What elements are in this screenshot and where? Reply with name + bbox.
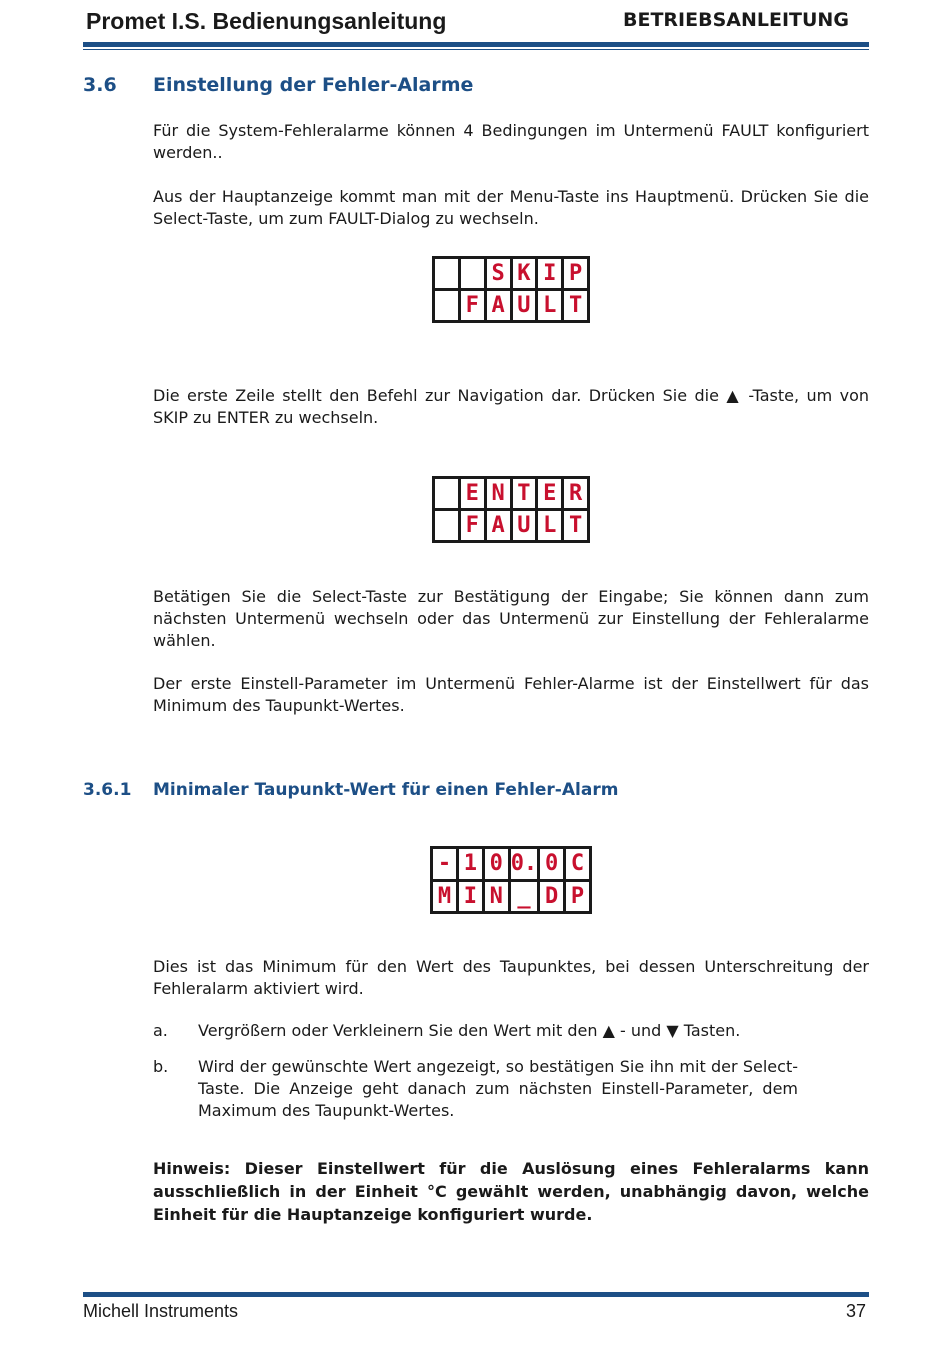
lcd-cell: P — [566, 882, 589, 912]
list-marker-b: b. — [153, 1057, 169, 1076]
lcd-cell — [435, 479, 458, 508]
lcd-cell — [435, 259, 458, 288]
lcd-cell: 0. — [511, 849, 538, 879]
note-hinweis: Hinweis: Dieser Einstellwert für die Auslösung eines Fehleralarms kann ausschließlich in der Einheit °C gewählt werden, unabhängig davon, welche Einheit für die Hauptanzeige konfiguriert wurde. — [153, 1159, 869, 1224]
footer-company: Michell Instruments — [83, 1301, 239, 1321]
lcd-cell: - — [433, 849, 456, 879]
lcd-cell: A — [487, 511, 510, 540]
paragraph-menu: Aus der Hauptanzeige kommt man mit der Menu-Taste ins Hauptmenü. Drücken Sie die Select-Taste, um zum FAULT-Dialog zu wechseln. — [153, 187, 869, 228]
lcd-cell: N — [485, 882, 508, 912]
lcd-display-min-dp — [430, 846, 592, 914]
list-item-a: Vergrößern oder Verkleinern Sie den Wert mit den ▲ - und ▼ Tasten. — [198, 1021, 741, 1040]
paragraph-confirm: Betätigen Sie die Select-Taste zur Bestätigung der Eingabe; Sie können dann zum nächsten Untermenü wechseln oder das Untermenü zur Einstellung der Fehleralarme wählen. — [153, 587, 869, 650]
section-title: Einstellung der Fehler-Alarme — [153, 74, 474, 96]
footer-rule — [83, 1292, 869, 1297]
paragraph-minimum: Dies ist das Minimum für den Wert des Taupunktes, bei dessen Unterschreitung der Fehleralarm aktiviert wird. — [153, 957, 869, 998]
lcd-cell: P — [564, 259, 587, 288]
lcd-cell: N — [487, 479, 510, 508]
lcd-cell — [435, 511, 458, 540]
paragraph-intro: Für die System-Fehleralarme können 4 Bedingungen im Untermenü FAULT konfiguriert werden.. — [153, 121, 869, 162]
lcd-cell: S — [487, 259, 510, 288]
header-rule-thin — [83, 49, 869, 50]
list-item-b: Wird der gewünschte Wert angezeigt, so bestätigen Sie ihn mit der Select-Taste. Die Anzeige geht danach zum nächsten Einstell-Parameter, dem Maximum des Taupunkt-Wertes. — [198, 1057, 798, 1120]
lcd-display-skip-fault — [432, 256, 590, 323]
section-number: 3.6 — [83, 74, 117, 96]
lcd-cell: T — [564, 291, 587, 320]
lcd-cell: T — [513, 479, 536, 508]
lcd-cell: C — [566, 849, 589, 879]
lcd-cell: F — [461, 511, 484, 540]
lcd-cell: L — [538, 291, 561, 320]
paragraph-navigation: Die erste Zeile stellt den Befehl zur Navigation dar. Drücken Sie die ▲ -Taste, um von SKIP zu ENTER zu wechseln. — [153, 386, 869, 427]
lcd-cell: A — [487, 291, 510, 320]
lcd-cell: U — [513, 291, 536, 320]
header-rule-thick — [83, 42, 869, 47]
list-marker-a: a. — [153, 1021, 168, 1040]
lcd-cell: _ — [511, 882, 538, 912]
lcd-cell: L — [538, 511, 561, 540]
lcd-cell: U — [513, 511, 536, 540]
lcd-cell: 0 — [485, 849, 508, 879]
lcd-cell: E — [538, 479, 561, 508]
section-label: BETRIEBSANLEITUNG — [623, 9, 849, 31]
document-title: Promet I.S. Bedienungsanleitung — [86, 8, 447, 34]
lcd-cell: T — [564, 511, 587, 540]
subsection-number: 3.6.1 — [83, 780, 132, 800]
lcd-cell — [435, 291, 458, 320]
lcd-cell: E — [461, 479, 484, 508]
lcd-cell: 0 — [540, 849, 563, 879]
lcd-cell: I — [538, 259, 561, 288]
lcd-cell: D — [540, 882, 563, 912]
subsection-title: Minimaler Taupunkt-Wert für einen Fehler-Alarm — [153, 780, 619, 800]
lcd-cell: R — [564, 479, 587, 508]
paragraph-first-parameter: Der erste Einstell-Parameter im Untermenü Fehler-Alarme ist der Einstellwert für das Minimum des Taupunkt-Wertes. — [153, 674, 869, 715]
lcd-cell — [461, 259, 484, 288]
page-number: 37 — [846, 1301, 867, 1321]
lcd-display-enter-fault — [432, 476, 590, 543]
lcd-cell: K — [513, 259, 536, 288]
lcd-cell: M — [433, 882, 456, 912]
lcd-cell: F — [461, 291, 484, 320]
lcd-cell: I — [459, 882, 482, 912]
lcd-cell: 1 — [459, 849, 482, 879]
